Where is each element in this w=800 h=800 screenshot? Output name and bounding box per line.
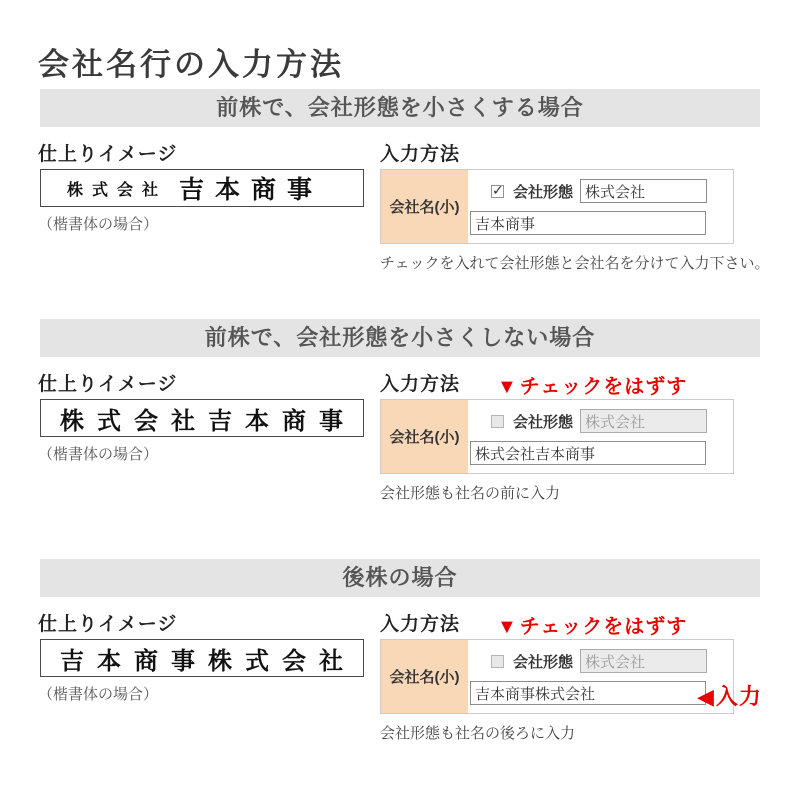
company-name-input[interactable] xyxy=(470,441,706,465)
section-note: 会社形態も社名の前に入力 xyxy=(380,485,561,502)
form-body xyxy=(468,400,733,473)
company-type-label: 会社形態 xyxy=(513,183,574,201)
uncheck-annotation xyxy=(497,610,687,639)
uncheck-annotation-text: チェックをはずす xyxy=(519,616,688,638)
section-back-stock xyxy=(40,559,760,789)
input-method-label: 入力方法 xyxy=(380,614,461,635)
input-here-text: 入力 xyxy=(715,684,762,709)
section-front-stock-normal xyxy=(40,319,760,549)
triangle-down-icon: ▼ xyxy=(497,616,518,638)
stamp-preview xyxy=(40,399,364,437)
company-type-input[interactable] xyxy=(580,179,707,203)
company-type-checkbox[interactable] xyxy=(491,655,504,668)
input-here-annotation xyxy=(697,680,762,711)
input-method-label: 入力方法 xyxy=(380,144,461,165)
company-type-input[interactable] xyxy=(580,649,707,673)
section-note: チェックを入れて会社形態と会社名を分けて入力下さい。 xyxy=(380,255,770,272)
company-name-input[interactable] xyxy=(470,211,706,235)
company-type-row xyxy=(491,409,707,433)
company-type-checkbox[interactable] xyxy=(491,415,504,428)
company-name-small-label: 会社名(小) xyxy=(381,640,468,713)
finish-image-label: 仕上りイメージ xyxy=(38,374,178,395)
company-name-form xyxy=(380,169,734,244)
section-header: 前株で、会社形態を小さくしない場合 xyxy=(40,319,760,357)
company-name-form xyxy=(380,639,734,714)
checkmark-icon: ✓ xyxy=(492,181,504,198)
company-name-small-label: 会社名(小) xyxy=(381,400,468,473)
page-title: 会社名行の入力方法 xyxy=(38,46,344,82)
company-type-label: 会社形態 xyxy=(513,653,574,671)
company-type-checkbox[interactable] xyxy=(491,181,504,198)
section-front-stock-small xyxy=(38,89,770,319)
finish-image-label: 仕上りイメージ xyxy=(38,614,178,635)
preview-company-type-text: 株式会社 xyxy=(67,179,168,199)
stamp-preview xyxy=(40,169,364,207)
finish-image-label: 仕上りイメージ xyxy=(38,144,178,165)
company-name-form xyxy=(380,399,734,474)
preview-company-name-text: 株式会社吉本商事 xyxy=(60,405,356,435)
company-type-input[interactable] xyxy=(580,409,707,433)
triangle-left-icon: ◀ xyxy=(697,684,715,709)
stamp-preview xyxy=(40,639,364,677)
section-header: 前株で、会社形態を小さくする場合 xyxy=(40,89,760,127)
company-type-label: 会社形態 xyxy=(513,413,574,431)
kaisho-note: （楷書体の場合） xyxy=(38,216,159,233)
preview-company-name-text: 吉本商事 xyxy=(179,175,324,204)
company-name-small-label: 会社名(小) xyxy=(381,170,468,243)
company-type-row xyxy=(491,649,707,673)
section-header: 後株の場合 xyxy=(40,559,760,597)
uncheck-annotation xyxy=(497,370,687,399)
kaisho-note: （楷書体の場合） xyxy=(38,446,159,463)
preview-company-name-text: 吉本商事株式会社 xyxy=(60,645,356,675)
kaisho-note: （楷書体の場合） xyxy=(38,686,159,703)
form-body xyxy=(468,170,733,243)
input-method-label: 入力方法 xyxy=(380,374,461,395)
company-type-row xyxy=(491,179,707,203)
uncheck-annotation-text: チェックをはずす xyxy=(519,376,688,398)
section-note: 会社形態も社名の後ろに入力 xyxy=(380,725,576,742)
form-body xyxy=(468,640,733,713)
triangle-down-icon: ▼ xyxy=(497,376,518,398)
company-name-input[interactable] xyxy=(470,681,706,705)
